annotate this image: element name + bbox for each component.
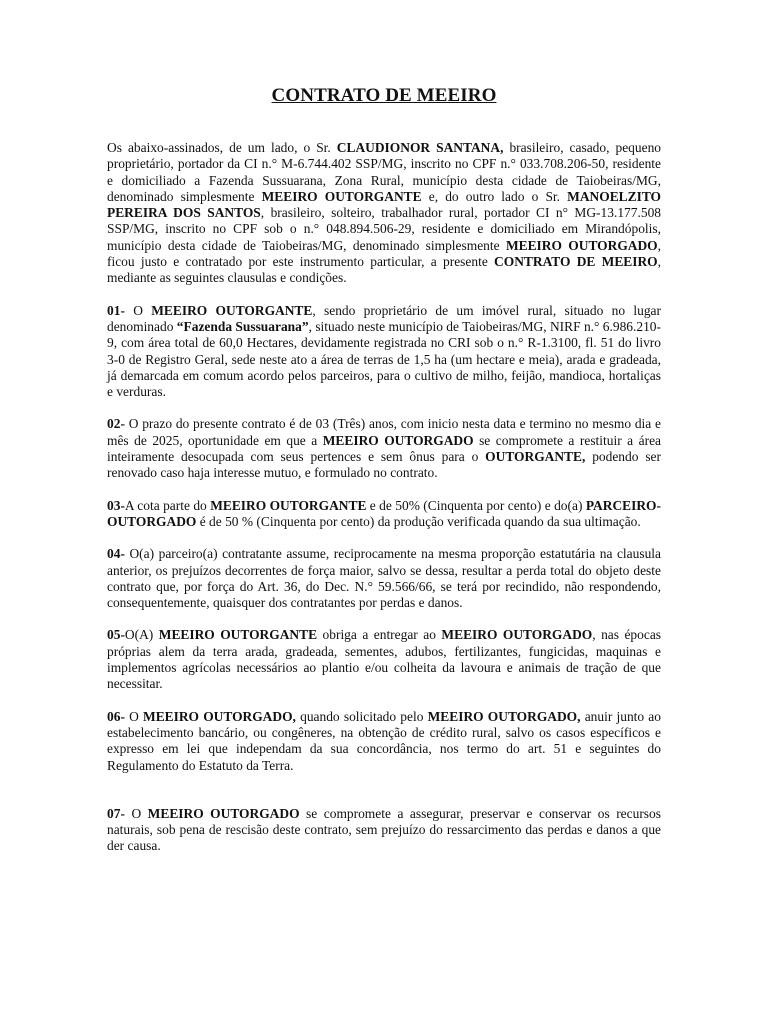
bold-text-run: MEEIRO OUTORGANTE [151,302,313,318]
text-run: e, do outro lado o Sr. [421,188,568,204]
text-run: , nas épocas próprias alem da terra arada, gradeada, sementes, adubos, fertilizantes, fungicidas, maquinas e implementos agrícolas necessários ao plantio e/ou colheita da lavoura e animais de tração de que necessitar. [107,627,662,692]
bold-text-run: 01- [107,302,125,318]
text-run: , brasileiro, solteiro, trabalhador rural, portador CI n° MG-13.177.508 SSP/MG, inscrito no CPF sob o n.° 048.894.506-29, residente e domiciliado em Mirandópolis, município desta cidade de Taiobeiras/MG, denominado simplesmente [107,205,662,253]
bold-text-run: CLAUDIONOR SANTANA, [336,140,504,155]
bold-text-run: MEEIRO OUTORGANTE [210,497,367,513]
bold-text-run: CONTRATO DE MEEIRO [494,254,658,270]
bold-text-run: OUTORGANTE, [485,449,586,465]
bold-text-run: 05- [107,627,125,643]
text-run: se compromete a restituir a área inteiramente desocupada com seus pertences e sem ônus para o [107,432,662,465]
text-run: , situado neste município de Taiobeiras/MG, NIRF n.° 6.986.210-9, com área total de 60,0 Hectares, devidamente registrada no CRI sob o n.° R-1.3100, fl. 51 do livro 3-0 de Registro Geral, sede neste ato a área de terras de 1,5 ha (um hectare e meia), arada e gradeada, já demarcada em comum acordo pelos parceiros, para o cultivo de milho, feijão, mandioca, hortaliças e verduras. [107,318,661,400]
clause-01 [107,303,661,401]
bold-text-run: MEEIRO OUTORGANTE [261,188,422,204]
bold-text-run: 06- [107,708,125,724]
text-run: se compromete a assegurar, preservar e conservar os recursos naturais, sob pena de rescisão deste contrato, sem prejuízo do ressarcimento das perdas e danos a que der causa. [107,805,661,854]
text-run: O [124,805,148,821]
bold-text-run: 04- [107,546,125,562]
bold-text-run: MEEIRO OUTORGADO [505,237,658,253]
document-title: CONTRATO DE MEEIRO [271,85,497,106]
bold-text-run: MEEIRO OUTORGADO [322,432,474,448]
bold-text-run: 02- [107,416,125,432]
text-run: e de 50% (Cinquenta por cento) e do(a) [366,497,586,513]
text-run: quando solicitado pelo [295,708,428,724]
document-page [107,84,661,871]
clause-04 [107,546,661,611]
text-run: brasileiro, casado, pequeno proprietário, portador da CI n.° M-6.744.402 SSP/MG, inscrito no CPF n.° 033.708.206-50, residente e domiciliado a Fazenda Sussuarana, Zona Rural, município desta cidade de Taiobeiras/MG, denominado simplesmente [107,140,662,204]
bold-text-run: MEEIRO OUTORGADO [147,805,300,821]
text-run: obriga a entregar ao [317,627,442,643]
text-run: , sendo proprietário de um imóvel rural, situado no lugar denominado [107,302,661,334]
text-run: O(A) [124,627,159,643]
bold-text-run: 07- [107,805,125,821]
text-run: A cota parte do [124,497,211,513]
bold-text-run: MANOELZITO PEREIRA DOS SANTOS [107,188,662,221]
clause-06 [107,709,661,774]
text-run: é de 50 % (Cinquenta por cento) da produção verificada quando da sua ultimação. [196,513,641,529]
text-run: anuir junto ao estabelecimento bancário, ou congêneres, na obtenção de crédito rural, salvo os casos específicos e expresso em lei que independam da sua concordância, nos termo do art. 51 e seguintes do Regulamento do Estatuto da Terra. [107,708,661,773]
bold-text-run: MEEIRO OUTORGADO, [427,708,581,724]
text-run: podendo ser renovado caso haja interesse mutuo, e formulado no contrato. [107,449,661,481]
text-run: , mediante as seguintes clausulas e condições. [107,254,661,286]
bold-text-run: MEEIRO OUTORGADO [441,627,593,643]
bold-text-run: PARCEIRO-OUTORGADO [107,497,661,529]
text-run: O prazo do presente contrato é de 03 (Três) anos, com inicio nesta data e termino no mesmo dia e mês de 2025, oportunidade em que a [107,416,661,448]
text-run: O [124,708,144,724]
bold-text-run: “Fazenda Sussuarana” [176,318,309,334]
intro-paragraph [107,140,661,287]
document-body [107,140,661,855]
clause-05 [107,627,661,692]
clause-07 [107,806,661,855]
bold-text-run: MEEIRO OUTORGADO, [143,708,296,724]
text-run: O(a) parceiro(a) contratante assume, reciprocamente na mesma proporção estatutária na clausula anterior, os prejuízos decorrentes de força maior, salvo se dessa, resultar a perda total do objeto deste contrato que, por força do Art. 36, do Dec. N.° 59.566/66, se terá por recindido, não respondendo, consequentemente, quaisquer dos contratantes por perdas e danos. [107,546,661,611]
text-run: O [124,302,152,318]
text-run: , ficou justo e contratado por este instrumento particular, a presente [107,237,661,270]
text-run: Os abaixo-assinados, de um lado, o Sr. [107,140,337,155]
bold-text-run: MEEIRO OUTORGANTE [158,627,318,643]
clause-02 [107,416,661,481]
clause-03 [107,498,661,531]
bold-text-run: 03- [107,497,125,513]
